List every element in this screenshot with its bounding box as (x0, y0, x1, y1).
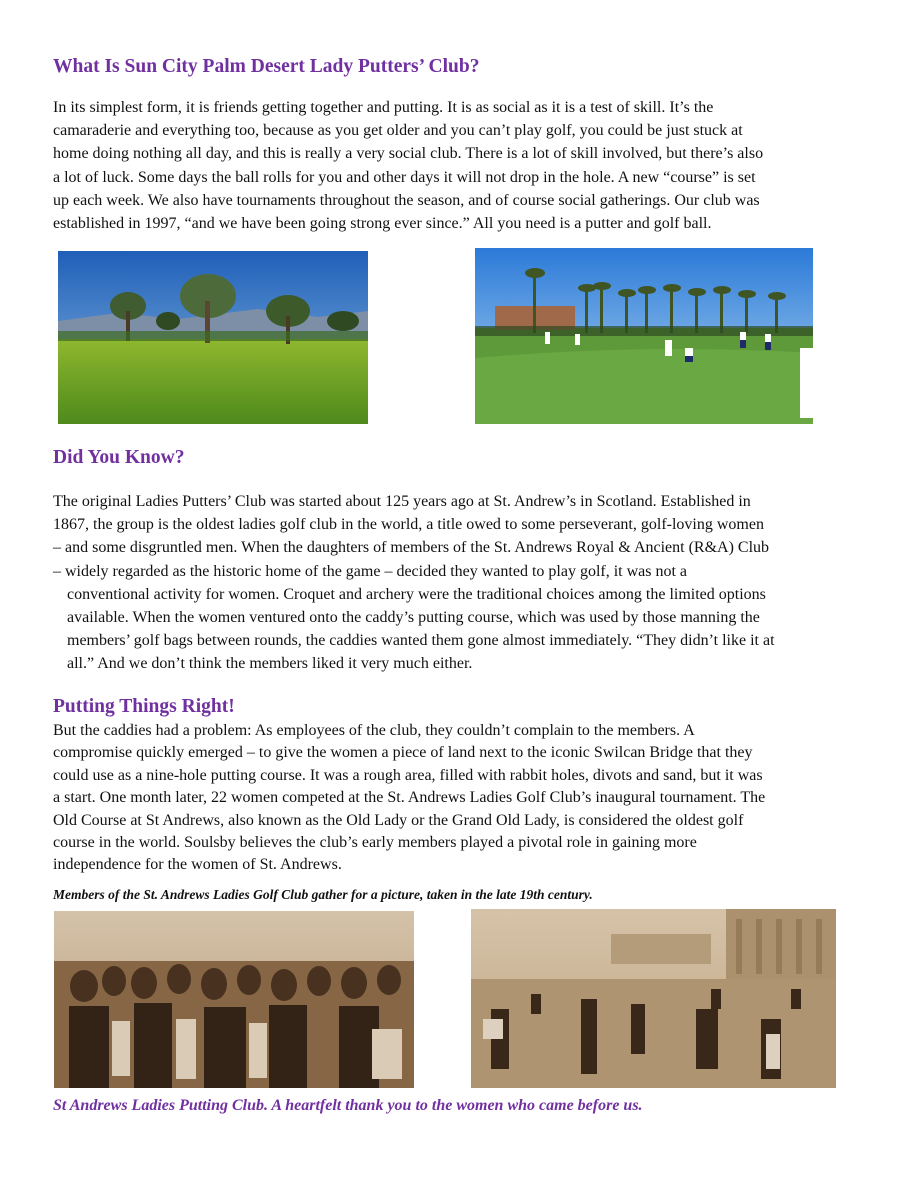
paragraph-line: 1867, the group is the oldest ladies golf club in the world, a title owed to some perseverant, golf-loving women (53, 516, 764, 534)
paragraph-line: home doing nothing all day, and this is really a very social club. There is a lot of skill involved, but there’s also (53, 145, 764, 163)
paragraph-line: camaraderie and everything too, because as you get older and you can’t play golf, you could be just stuck at (53, 122, 743, 140)
paragraph-line: conventional activity for women. Croquet and archery were the traditional choices among the limited options (67, 585, 766, 603)
about-club-paragraph (53, 96, 763, 235)
historic-photo-caption: Members of the St. Andrews Ladies Golf Club gather for a picture, taken in the late 19th century. (53, 887, 593, 902)
putting-things-right-paragraph (53, 720, 765, 877)
paragraph-line: all.” And we don’t think the members liked it very much either. (67, 655, 473, 673)
historic-putting-course-photo (471, 909, 836, 1088)
paragraph-line: up each week. We also have tournaments throughout the season, and of course social gatherings. Our club was (53, 191, 760, 209)
paragraph-line: a start. One month later, 22 women competed at the St. Andrews Ladies Golf Club’s inaugural tournament. The (53, 789, 766, 807)
paragraph-line: independence for the women of St. Andrews. (53, 856, 342, 874)
paragraph-line: Old Course at St Andrews, also known as the Old Lady or the Grand Old Lady, is considered the oldest golf (53, 811, 744, 829)
paragraph-line: compromise quickly emerged – to give the women a piece of land next to the iconic Swilcan Bridge that they (53, 744, 753, 762)
paragraph-line: established in 1997, “and we have been going strong ever since.” All you need is a putter and golf ball. (53, 215, 712, 233)
paragraph-line: The original Ladies Putters’ Club was started about 125 years ago at St. Andrew’s in Scotland. Established in (53, 493, 751, 510)
paragraph-line: course in the world. Soulsby believes the club’s early members played a pivotal role in gaining more (53, 834, 697, 852)
paragraph-line: available. When the women ventured onto the caddy’s putting course, which was used by those manning the (67, 609, 760, 627)
historic-group-photo (54, 911, 414, 1088)
putting-green-group-photo (475, 248, 813, 424)
paragraph-line: could use as a nine-hole putting course. It was a rough area, filled with rabbit holes, divots and sand, but it was (53, 766, 763, 784)
paragraph-line: a lot of luck. Some days the ball rolls for you and other days it will not drop in the hole. A new “course” is set (53, 168, 756, 186)
section-title-about-club: What Is Sun City Palm Desert Lady Putters’ Club? (53, 56, 480, 77)
paragraph-line: members’ golf bags between rounds, the caddies wanted them gone almost immediately. “They didn’t like it at (67, 632, 775, 650)
paragraph-line: But the caddies had a problem: As employees of the club, they couldn’t complain to the members. A (53, 722, 695, 739)
did-you-know-paragraph (53, 490, 775, 676)
section-title-did-you-know: Did You Know? (53, 447, 185, 468)
paragraph-line: In its simplest form, it is friends getting together and putting. It is as social as it is a test of skill. It’s the (53, 99, 714, 116)
paragraph-line: – widely regarded as the historic home of the game – decided they wanted to play golf, it was not a (53, 562, 688, 580)
paragraph-line: – and some disgruntled men. When the daughters of members of the St. Andrews Royal & Ancient (R&A) Club (53, 539, 770, 557)
section-title-putting-things-right: Putting Things Right! (53, 696, 235, 717)
footer-tribute-caption: St Andrews Ladies Putting Club. A heartfelt thank you to the women who came before us. (53, 1097, 643, 1114)
golf-course-photo (58, 251, 368, 424)
